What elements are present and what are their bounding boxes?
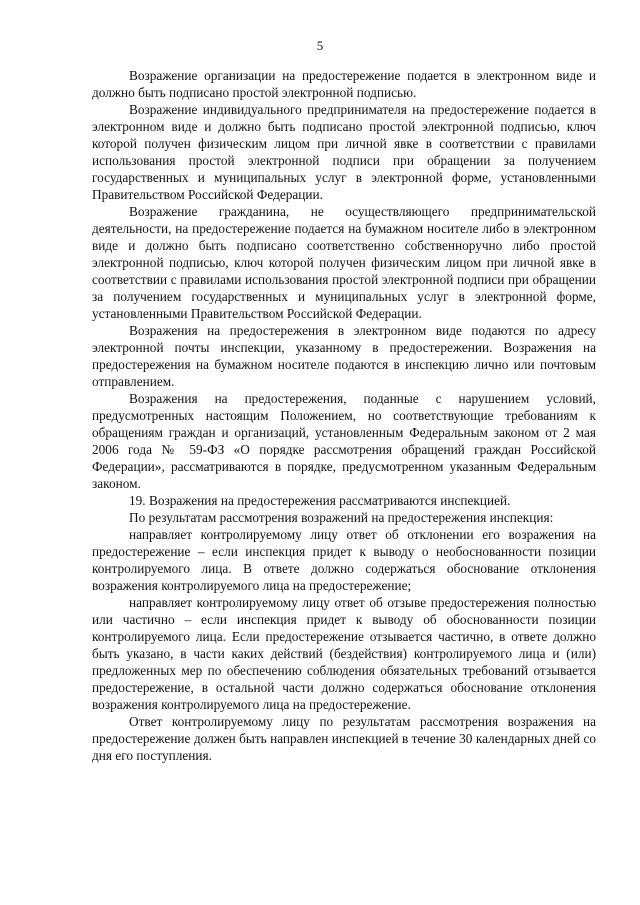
document-body: [92, 67, 596, 764]
paragraph-citizen-objection: Возражение гражданина, не осуществляющего предпринимательской деятельности, на предостережение подается на бумажном носителе либо в электронном виде и должно быть подписано соответственно собственноручно либо простой электронной подписью, ключ которой получен физическим лицом при личной явке в соответствии с правилами использования простой электронной подписи при обращении за получением государственных и муниципальных услуг в электронной форме, установленными Правительством Российской Федерации.: [92, 204, 596, 321]
paragraph-rejection-response: направляет контролируемому лицу ответ об отклонении его возражения на предостережение – если инспекция придет к выводу о необоснованности позиции контролируемого лица. В ответе должно содержаться обоснование отклонения возражения контролируемого лица на предостережение;: [92, 527, 596, 593]
paragraph-review-results: По результатам рассмотрения возражений на предостережения инспекция:: [129, 510, 554, 525]
paragraph-objection-submission: Возражения на предостережения в электронном виде подаются по адресу электронной почты инспекции, указанному в предостережении. Возражения на предостережения на бумажном носителе подаются в инспекцию лично или почтовым отправлением.: [92, 323, 596, 389]
paragraph-section-19: 19. Возражения на предостережения рассматриваются инспекцией.: [129, 493, 511, 508]
paragraph-entrepreneur-objection: Возражение индивидуального предпринимателя на предостережение подается в электронном виде и должно быть подписано простой электронной подписью, ключ которой получен физическим лицом при личной явке в соответствии с правилами использования простой электронной подписи при обращении за получением государственных и муниципальных услуг в электронной форме, установленными Правительством Российской Федерации.: [92, 102, 596, 202]
paragraph-organization-objection: Возражение организации на предостережение подается в электронном виде и должно быть подписано простой электронной подписью.: [92, 68, 596, 100]
paragraph-response-deadline: Ответ контролируемому лицу по результатам рассмотрения возражения на предостережение должен быть направлен инспекцией в течение 30 календарных дней со дня его поступления.: [92, 714, 596, 763]
paragraph-withdrawal-response: направляет контролируемому лицу ответ об отзыве предостережения полностью или частично – если инспекция придет к выводу об обоснованности позиции контролируемого лица. Если предостережение отзывается частично, в ответе должно быть указано, в части каких действий (бездействия) контролируемого лица и (или) предложенных мер по обеспечению соблюдения обязательных требований отзывается предостережение, в остальной части должно содержаться обоснование отклонения возражения контролируемого лица на предостережение.: [92, 595, 596, 712]
page-number: 5: [316, 38, 324, 53]
paragraph-objection-violations: Возражения на предостережения, поданные с нарушением условий, предусмотренных настоящим Положением, но соответствующие требованиям к обращениям граждан и организаций, установленным Федеральным законом от 2 мая 2006 года № 59-ФЗ «О порядке рассмотрения обращений граждан Российской Федерации», рассматриваются в порядке, предусмотренном указанным Федеральным законом.: [92, 391, 596, 491]
